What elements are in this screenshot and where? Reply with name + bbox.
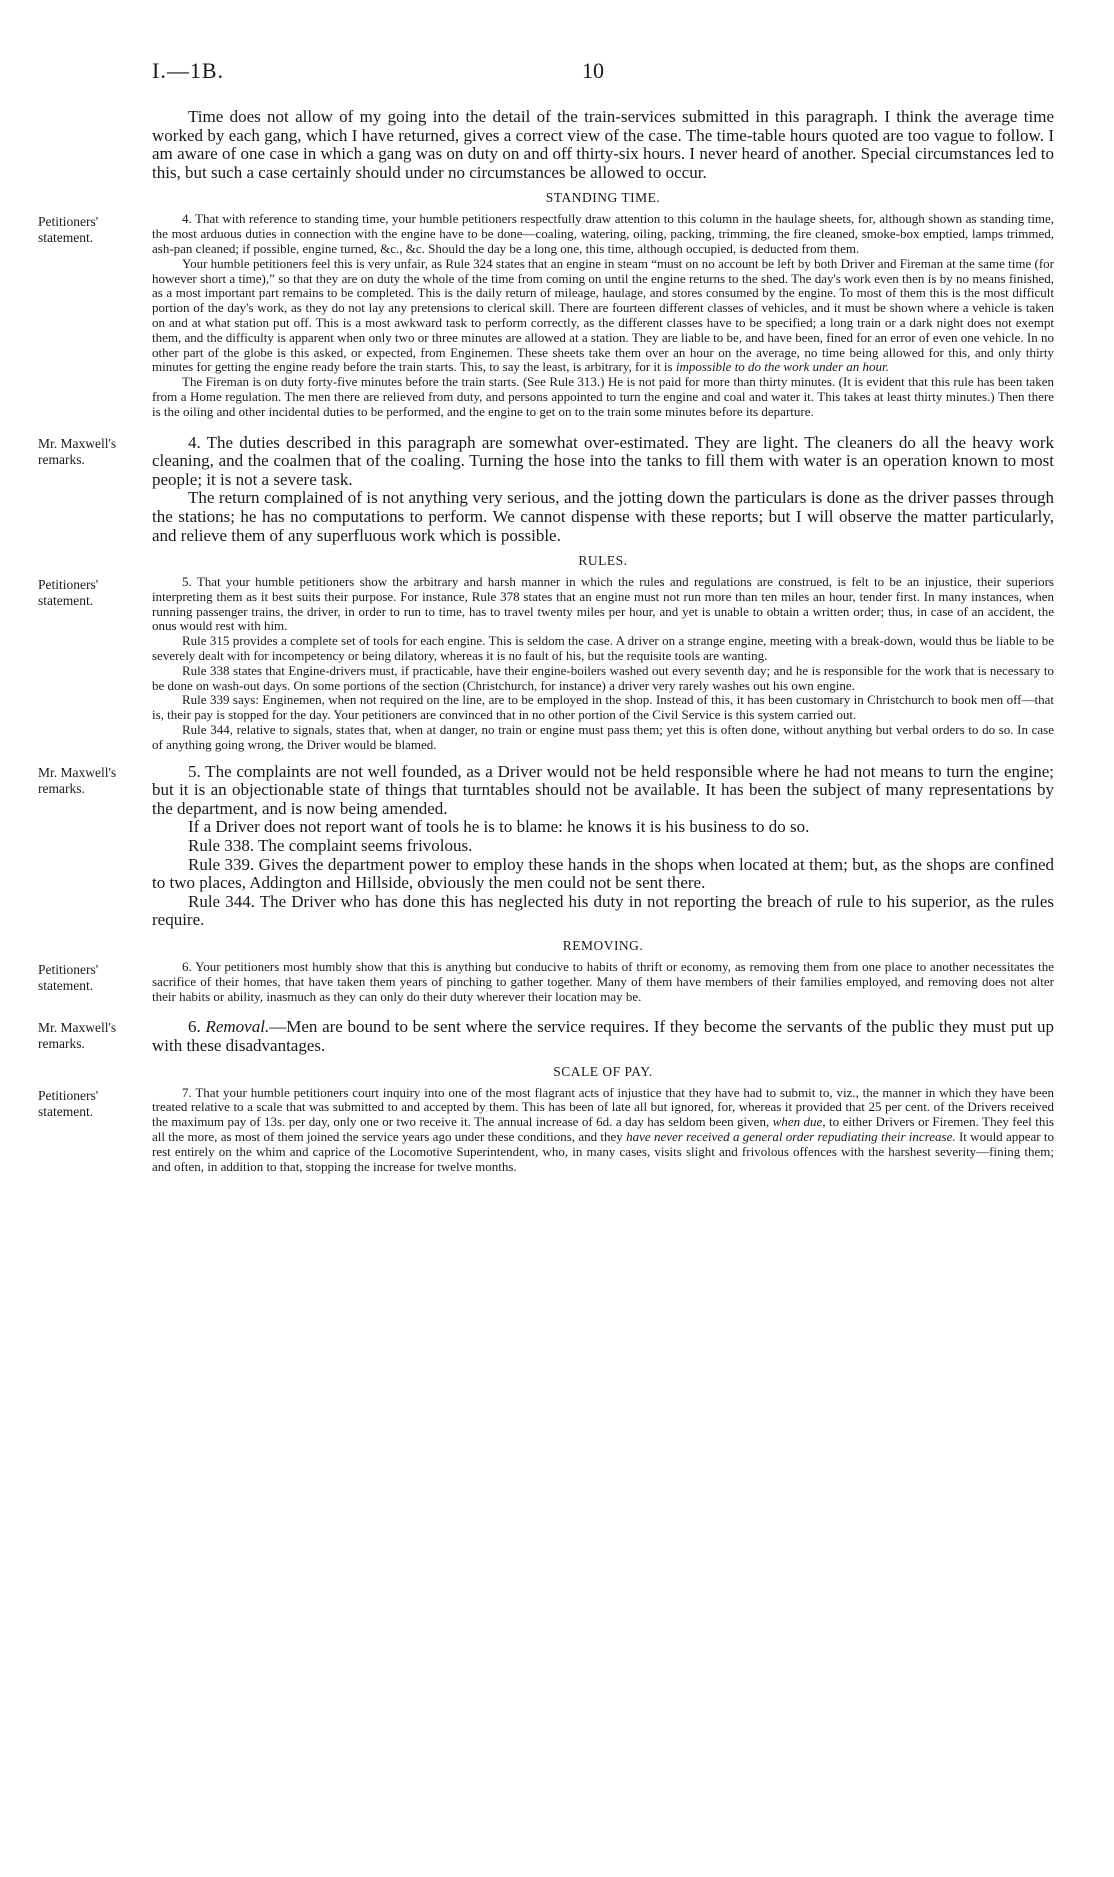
maxwell-remarks-label: Mr. Maxwell's remarks. [38,435,117,467]
intro-paragraph: Time does not allow of my going into the detail of the train-services submitted in this paragraph. I think the average time worked by each gang, which I have returned, gives a correct view of the case. The time-table hours quoted are too vague to follow. I am aware of one case in which a gang was on duty on and off thirty-six hours. I never heard of another. Special circumstances led to this, but such a case certainly should under no circumstances be allowed to occur. [152,107,1054,182]
page-number: 10 [582,58,604,83]
petitioners-statement-label: Petitioners' statement. [38,962,99,993]
standing-time-petition-italic: impossible to do the work under an hour. [675,359,889,375]
removing-petition-block [38,960,1054,1004]
rules-petition-para-5: Rule 344, relative to signals, states that, when at danger, no train or engine must pass them; yet this is often done, without anything but verbal orders to do so. In case of anything going wrong, the Driver would be blamed. [152,722,1054,752]
scale-of-pay-petition-block [38,1086,1054,1175]
petitioners-statement-label: Petitioners' statement. [38,577,99,609]
standing-time-petition-para-2 [152,257,1054,375]
section-heading-scale-of-pay: SCALE OF PAY. [553,1063,653,1079]
standing-time-petition-block [38,212,1054,419]
section-heading-removing: REMOVING. [562,938,644,953]
section-heading-rules: RULES. [578,553,628,569]
petitioners-statement-label: Petitioners' statement. [38,1087,99,1119]
rules-remarks-para-3: Rule 338. The complaint seems frivolous. [188,836,473,856]
intro-block [38,108,1054,182]
scale-of-pay-text-2: to either Drivers or Firemen. They feel this all the more, as most of them joined the service years ago under these conditions, and they [152,1114,1055,1144]
rules-petition-para-1: 5. That your humble petitioners show the arbitrary and harsh manner in which the rules and regulations are construed, is felt to be an injustice, their superiors interpreting them as it best suits their purpose. For instance, Rule 378 states that an engine must not run more than ten miles an hour, tender first. In many instances, when running passenger trains, the driver, in order to run to time, has to travel twenty miles per hour, and yet is unable to obtain a written order; thus, in case of an accident, the onus would rest with him. [152,574,1054,634]
rules-remarks-para-1: 5. The complaints are not well founded, as a Driver would not be held responsible where he had not means to turn the engine; but it is an objectionable state of things that turntables should not be available. It has been the subject of many representations by the department, and is now being amended. [152,761,1054,818]
rules-remarks-para-5: Rule 344. The Driver who has done this has neglected his duty in not reporting the breach of rule to his superior, as the rules require. [152,891,1054,930]
maxwell-remarks-label: Mr. Maxwell's remarks. [38,1020,117,1052]
scale-of-pay-italic-2: have never received a general order repudiating their increase. [626,1128,956,1144]
maxwell-remarks-label: Mr. Maxwell's remarks. [38,764,117,796]
petitioners-statement-label: Petitioners' statement. [38,214,99,246]
standing-time-petition-para-2-text: Your humble petitioners feel this is very unfair, as Rule 324 states that an engine in steam “must on no account be left by both Driver and Fireman at the same time (for however short a time),” so that they are on duty the whole of the time from coming on until the engine returns to the shed. The day's work even then is by no means finished, as a most important part remains to be completed. This is the daily return of mileage, haulage, and stores consumed by the engine. To most of them this is the most difficult portion of the day's work, as they do not lay any pretensions to clerical skill. There are fourteen different classes of vehicles, and it must be shown where a vehicle is taken on and at what station put off. This is a most awkward task to perform correctly, as the different classes have to be specified; a long train or a dark night does not exempt them, and the difficulty is apparent when only two or three minutes are allowed at a station. They are liable to be, and have been, fined for an error of even one vehicle. In no other part of the globe is this asked, or expected, from Enginemen. These sheets take them over an hour on the average, no time being allowed for this, and only thirty minutes for getting the engine ready before the train starts. This, to say the least, is arbitrary, for it is [152,255,1054,375]
standing-time-petition-para-1: 4. That with reference to standing time, your humble petitioners respectfully draw attention to this column in the haulage sheets, for, although shown as standing time, the most arduous duties in connection with the engine have to be done—coaling, watering, oiling, packing, trimming, the fire cleaned, smoke-box emptied, lamps trimmed, ash-pan cleaned; if possible, engine turned, &c., &c. Should the day be a long one, this time, although occupied, is deducted from them. [152,211,1054,256]
removing-remarks-text: —Men are bound to be sent where the service requires. If they become the servants of the public they must put up with these disadvantages. [152,1017,1055,1055]
removing-remarks-block [38,1018,1054,1055]
rules-petition-para-2: Rule 315 provides a complete set of tools for each engine. This is seldom the case. A driver on a strange engine, meeting with a break-down, would thus be liable to be severely dealt with for incompetency or being dilatory, whereas it is no fault of his, but the requisite tools are wanting. [152,633,1054,664]
rules-petition-para-3: Rule 338 states that Engine-drivers must, if practicable, have their engine-boilers washed out every seventh day; and he is responsible for the work that is necessary to be done on wash-out days. On some portions of the section (Christchurch, for instance) a driver very rarely washes out his own engine. [152,662,1054,693]
scale-of-pay-text-1: 7. That your humble petitioners court inquiry into one of the most flagrant acts of injustice that they have had to submit to, viz., the manner in which they have been treated relative to a scale that was submitted to and accepted by them. This has been of late all but ignored, for, whereas it provided that 25 per cent. of the Drivers received the maximum pay of 13s. per day, only one or two receive it. The annual increase of 6d. a day has seldom been given, [152,1084,1054,1130]
scale-of-pay-text-3: It would appear to rest entirely on the whim and caprice of the Locomotive Superintendent, who, in many cases, visits slight and frivolous offences with the harshest severity—fining them; and often, in addition to that, stopping the increase for twelve months. [152,1128,1055,1174]
standing-time-remarks-para-2: The return complained of is not anything very serious, and the jotting down the particulars is done as the driver passes through the stations; he has no computations to perform. We cannot dispense with these reports; but I will observe the matter particularly, and relieve them of any superfluous work which is possible. [152,488,1054,545]
standing-time-remarks-block [38,434,1054,546]
removing-remarks-italic: Removal. [205,1017,270,1037]
document-reference: I.—1B. [152,58,224,83]
standing-time-petition-para-3: The Fireman is on duty forty-five minutes before the train starts. (See Rule 313.) He is not paid for more than thirty minutes. (It is evident that this rule has been taken from a Home regulation. The men there are relieved from duty, and persons appointed to turn the engine and coal and water it. This takes at least thirty minutes.) Then there is the oiling and other incidental duties to be performed, and the engine to get on to the train some minutes before its departure. [152,374,1054,419]
section-heading-standing-time: STANDING TIME. [545,190,661,206]
rules-petition-block [38,575,1054,753]
rules-remarks-para-4: Rule 339. Gives the department power to employ these hands in the shops when located at them; but, as the shops are confined to two places, Addington and Hillside, obviously the men could not be sent there. [152,854,1054,893]
scale-of-pay-petition-para [152,1086,1054,1175]
page-content [38,108,1054,1174]
rules-remarks-para-2: If a Driver does not report want of tools he is to blame: he knows it is his business to do so. [188,817,810,837]
rules-remarks-block [38,763,1054,930]
removing-petition-para: 6. Your petitioners most humbly show that this is anything but conducive to habits of thrift or economy, as removing them from one place to another necessitates the sacrifice of their homes, that have taken them years of pinching to gather together. Many of them have members of their families employed, and removing does not alter their habits or ability, inasmuch as they can only do their duty wherever their location may be. [152,959,1054,1004]
scale-of-pay-italic-1: when due, [772,1114,826,1130]
rules-petition-para-4: Rule 339 says: Enginemen, when not required on the line, are to be employed in the shop. Instead of this, it has been customary in Christchurch to book men off—that is, their pay is stopped for the day. Your petitioners are convinced that in no other portion of the Civil Service is this system carried out. [152,692,1054,723]
removing-remarks-number: 6. [188,1017,201,1037]
standing-time-remarks-para-1: 4. The duties described in this paragraph are somewhat over-estimated. They are light. The cleaners do all the heavy work cleaning, and the coalmen that of the coaling. Turning the hose into the tanks to fill them with water is an operation known to most people; it is not a severe task. [152,432,1054,489]
removing-remarks-para [152,1018,1054,1055]
